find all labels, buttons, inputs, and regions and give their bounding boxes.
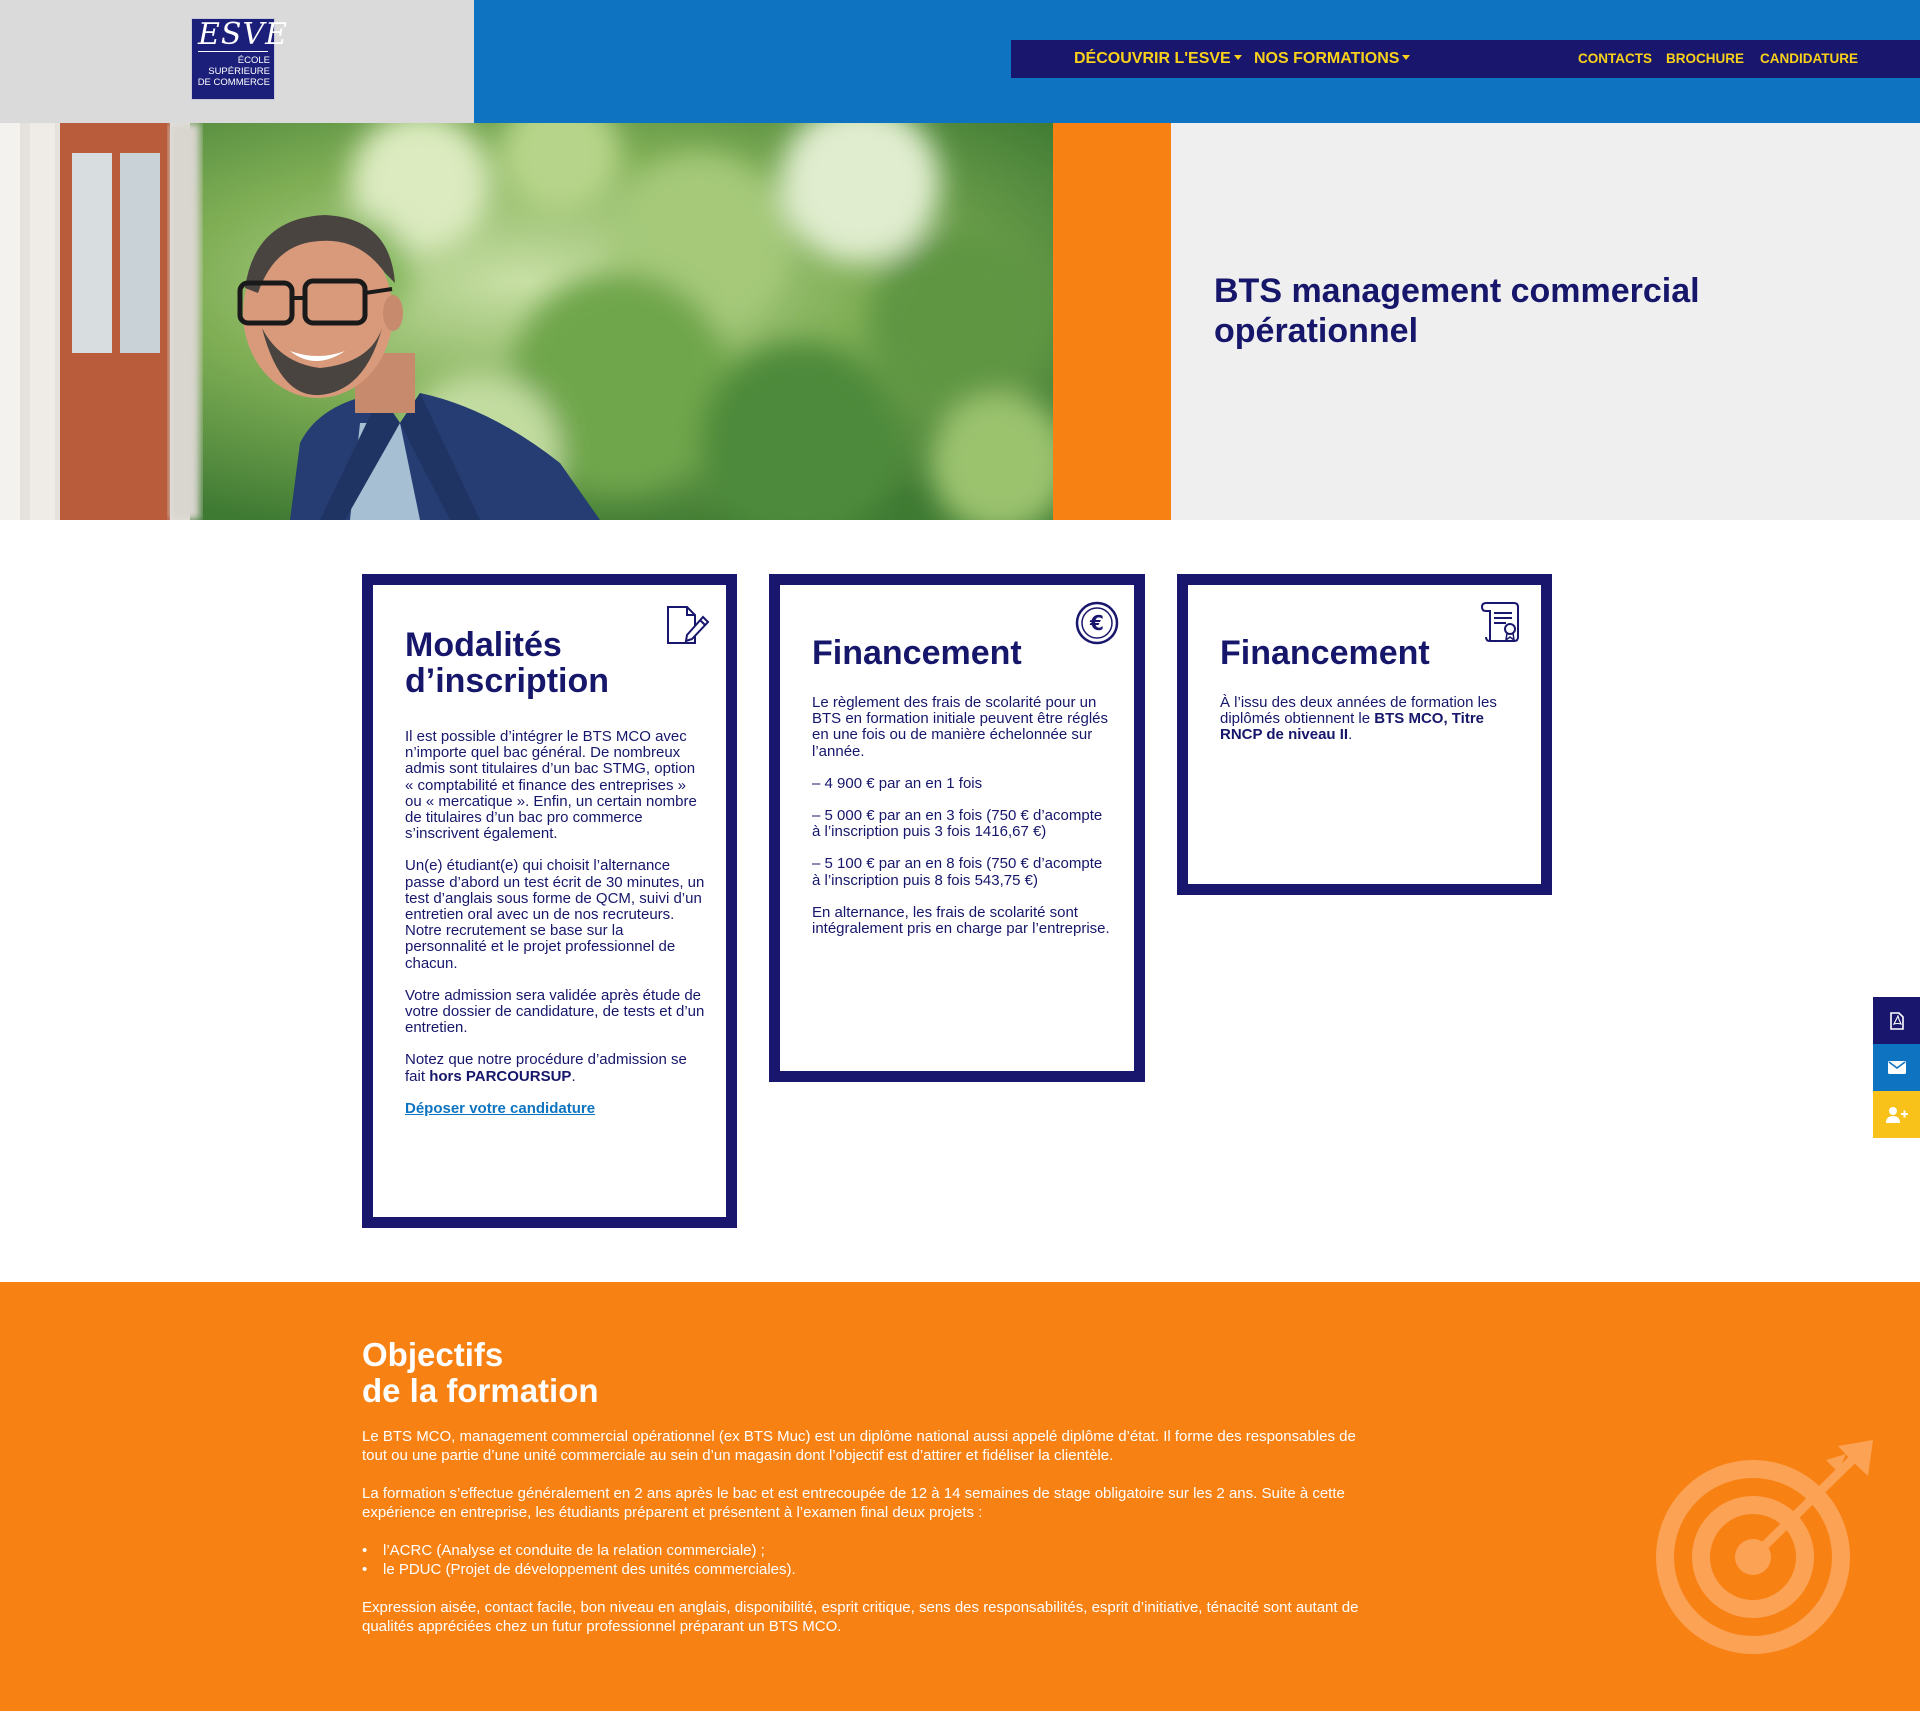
card-paragraph xyxy=(405,1052,705,1084)
nav-formations-label: NOS FORMATIONS xyxy=(1254,50,1400,67)
card-title-line: d’inscription xyxy=(405,662,609,700)
main-nav xyxy=(1011,40,1920,78)
card-financement xyxy=(769,574,1145,1082)
svg-text:€: € xyxy=(1090,611,1104,635)
list-item: • le PDUC (Projet de développement des unités commerciales). xyxy=(362,1560,1362,1579)
caret-down-icon xyxy=(1234,55,1242,60)
logo-sub-line: ÉCOLE xyxy=(237,55,270,66)
nav-candidature[interactable]: CANDIDATURE xyxy=(1760,51,1858,66)
card-paragraph: Votre admission sera validée après étude de votre dossier de candidature, de tests et d’un entretien. xyxy=(405,986,705,1037)
section-title-line: de la formation xyxy=(362,1372,599,1409)
section-paragraph: Le BTS MCO, management commercial opérationnel (ex BTS Muc) est un diplôme national aussi appelé diplôme d’état. Il forme des responsables de tout ou une partie d’une unité commerciale au sein d’un magasin dont l’objectif est d’attirer et fidéliser la clientèle. xyxy=(362,1428,1356,1464)
hero-accent-bar xyxy=(1053,123,1171,520)
card-paragraph: – 4 900 € par an en 1 fois xyxy=(812,774,983,792)
card-title: Financement xyxy=(1220,634,1430,672)
document-edit-icon xyxy=(665,601,711,647)
project-list xyxy=(362,1541,1362,1579)
side-contact-button[interactable] xyxy=(1873,1044,1920,1091)
card-link-row xyxy=(405,1101,705,1117)
nav-discover[interactable] xyxy=(1074,40,1242,78)
logo-sub-line: SUPÉRIEURE xyxy=(208,66,270,77)
objectifs-section xyxy=(0,1282,1920,1711)
text-span: . xyxy=(1348,726,1353,744)
card-modalites xyxy=(362,574,737,1228)
text-span: Notez que notre procédure d’admission se fait xyxy=(405,1051,687,1085)
section-title-line: Objectifs xyxy=(362,1336,504,1373)
text-bold: BTS MCO, Titre RNCP de niveau II xyxy=(1220,710,1485,744)
side-brochure-button[interactable] xyxy=(1873,997,1920,1044)
card-title xyxy=(405,627,609,699)
target-arrow-icon xyxy=(1648,1432,1878,1662)
nav-discover-label: DÉCOUVRIR L'ESVE xyxy=(1074,50,1231,67)
logo-sub-line: DE COMMERCE xyxy=(197,77,270,88)
card-paragraph: Il est possible d’intégrer le BTS MCO avec n’importe quel bac général. De nombreux admis sont titulaires d’un bac STMG, option « comptabilité et finance des entreprises » ou « mercatique ». Enfin, un certain nombre de titulaires d’un bac pro commerce s’inscrivent également. xyxy=(405,728,697,843)
hero-photo xyxy=(0,123,1053,520)
logo-wordmark: ESVE xyxy=(198,17,289,52)
section-title xyxy=(362,1337,599,1409)
card-paragraph: En alternance, les frais de scolarité sont intégralement pris en charge par l’entreprise. xyxy=(812,903,1110,938)
site-header xyxy=(0,0,1920,123)
caret-down-icon xyxy=(1402,55,1410,60)
esve-logo[interactable] xyxy=(191,17,289,100)
side-apply-button[interactable] xyxy=(1873,1091,1920,1138)
nav-brochure[interactable]: BROCHURE xyxy=(1666,51,1745,66)
text-span: . xyxy=(571,1067,576,1085)
card-title-line: Modalités xyxy=(405,626,562,664)
hero-title-panel xyxy=(1171,123,1920,520)
section-paragraph: La formation s’effectue généralement en 2 ans après le bac et est entrecoupée de 12 à 14 semaines de stage obligatoire sur les 2 ans. Suite à cette expérience en entreprise, les étudiants préparent et présentent à l’examen final deux projets : xyxy=(362,1485,1345,1521)
card-paragraph: Un(e) étudiant(e) qui choisit l’alternance passe d’abord un test écrit de 30 minutes, un test d’anglais sous forme de QCM, suivi d’un entretien oral avec un de nos recruteurs. Notre recrutement se base sur la personnalité et le projet professionnel de chacun. xyxy=(405,857,705,972)
pdf-icon xyxy=(1889,1012,1905,1030)
card-title: Financement xyxy=(812,634,1022,672)
nav-formations[interactable] xyxy=(1254,40,1410,78)
envelope-icon xyxy=(1888,1061,1906,1074)
page-title: BTS management commercial opérationnel xyxy=(1214,272,1700,350)
card-body xyxy=(405,729,705,1133)
logo-area xyxy=(0,0,474,123)
diploma-scroll-icon xyxy=(1480,599,1524,643)
section-body xyxy=(362,1427,1362,1655)
section-paragraph: Expression aisée, contact facile, bon niveau en anglais, disponibilité, esprit critique, sens des responsabilités, esprit d’initiative, ténacité sont autant de qualités appréciées chez un futur professionnel préparant un BTS MCO. xyxy=(362,1599,1359,1635)
apply-link[interactable]: Déposer votre candidature xyxy=(405,1099,596,1117)
logo-subtitle xyxy=(192,55,274,88)
card-paragraph: Le règlement des frais de scolarité pour un BTS en formation initiale peuvent être réglés en une fois ou de manière échelonnée sur l’année. xyxy=(812,694,1108,760)
card-body xyxy=(812,695,1112,953)
text-bold: hors PARCOURSUP xyxy=(429,1067,572,1085)
card-body xyxy=(1220,695,1520,760)
text-span: À l’issu des deux années de formation les diplômés obtiennent le xyxy=(1220,694,1497,728)
card-diplome xyxy=(1177,574,1552,895)
add-user-icon xyxy=(1886,1107,1908,1123)
euro-icon xyxy=(1075,601,1119,645)
list-item: • l’ACRC (Analyse et conduite de la relation commerciale) ; xyxy=(362,1541,1362,1560)
card-paragraph: – 5 100 € par an en 8 fois (750 € d’acompte à l’inscription puis 8 fois 543,75 €) xyxy=(812,855,1103,889)
nav-contacts[interactable]: CONTACTS xyxy=(1578,51,1652,66)
card-paragraph: – 5 000 € par an en 3 fois (750 € d’acompte à l’inscription puis 3 fois 1416,67 €) xyxy=(812,807,1103,841)
card-paragraph xyxy=(1220,695,1520,744)
hero-photo-illustration xyxy=(0,123,1053,520)
